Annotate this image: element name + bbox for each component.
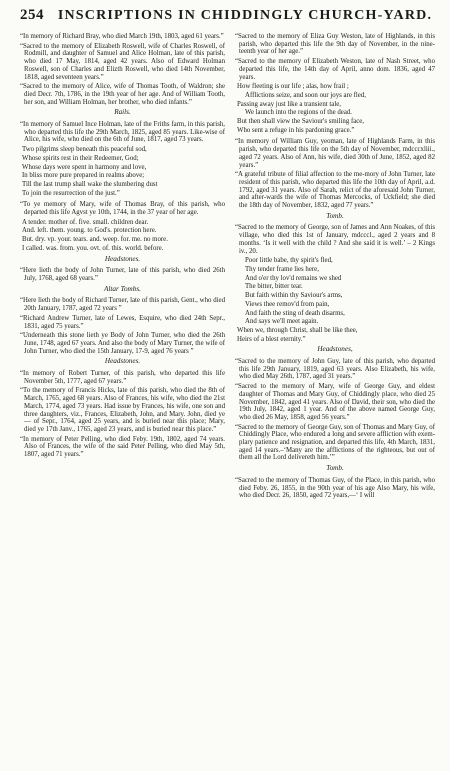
text-columns [20,33,436,502]
inscription-entry: “Sacred to the memory of Eliza Guy Weston, late of Highlands, in this parish, who departed this life the 9th day of November, in the nine-teenth year of her age.” [235,33,435,56]
verse-line: Two pilgrims sleep beneath this peaceful sod, [22,146,147,154]
verse-line: A tender. mother of. five. small. children dear. [22,218,149,226]
inscription-entry: “Sacred to the memory of George Guy, son of Thomas and Mary Guy, of Chiddingly Place, who endured a long and severe affliction with exem-plary patience and resignation, and departed this life, 4th March, 1831, aged 14 years.–‘Many are the afflictions of the righteous, but out of them all the Lord delivereth him.’” [235,423,435,462]
section-heading: Headstones. [104,357,141,366]
inscription-entry: “Richard Andrew Turner, late of Lewes, Esquire, who died 24th Sepr., 1831, aged 75 years.” [20,314,225,330]
verse-line: I called. was. from. you. ovt. of. this. world. before. [22,244,164,252]
section-heading: Altar Tombs. [104,284,141,293]
left-column [20,33,225,502]
inscription-entry: “Sacred to the memory of Elizabeth Roswell, wife of Charles Roswell, of Rodmill, and daughter of Samuel and Alice Holman, late of this parish, who died 17 May, 1814, aged 42 years. Also of Edward Holman Roswell, son of Charles and Elizth Roswell, who died 14th November, 1818, aged seventeen years.” [20,42,225,81]
inscription-entry: “In memory of Richard Bray, who died March 19th, 1803, aged 61 years.” [20,33,224,40]
page-header [20,7,436,29]
right-column [235,33,435,502]
inscription-entry: “In memory of Samuel Ince Holman, late of the Friths farm, in this parish, who departed this life the 29th March, 1825, aged 85 years. Like-wise of Alice, his wife, who died on the 6th of June, 1817, aged 73 years. [20,121,225,144]
verse-line: But then shall view the Saviour's smiling face, [237,118,365,126]
verse-line: And says we'll meet again. [245,318,319,326]
verse-line: And. left. them. young. to God's. protection here. [22,227,157,235]
verse-line: Who sent a refuge in his pardoning grace.” [237,126,355,134]
section-heading: Headstones. [104,254,141,263]
page-number: 254 [20,7,44,23]
verse-line: The bitter, bitter tear. [245,283,303,291]
inscription-entry: “To the memory of Francis Hicks, late of this parish, who died the 8th of March, 1765, aged 68 years. Also of Frances, his wife, who died the 21st March, 1774, aged 73 years. Had issue by Frances, his wife, one son and three daughters, viz., Frances, Elizabeth, John, and Mary. John, died ye — of Sepr., 1764, aged 25 years, and is buried near this place; Mary, died ye 17th Janv., 1765, aged 23 years, and is buried near this place.” [20,387,225,433]
inscription-entry: “Here lieth the body of Richard Turner, late of this parish, Gent., who died 20th January, 1787, aged 72 years ” [20,297,225,313]
verse-line: We launch into the regions of the dead. [245,109,353,117]
verse-line: And o'er thy lov'd remains we shed [245,274,342,282]
verse-line: Heirs of a blest eternity.” [237,335,306,343]
verse-line: But. dry. vp. your. tears. and. weep. for. me. no more. [22,236,168,244]
verse-line: Whose spirits rest in their Redeemer, God; [22,154,139,162]
inscription-entry: “A grateful tribute of filial affection to the me-mory of John Turner, late resident of this parish, who departed this life the 10th day of April, a.d. 1792, aged 31 years. Also of Sarah, relict of the aforesaid John Turner, and after-wards the wife of Thomas Mercocks, of Uckfield; she died the 18th day of November, 1832, aged 77 years.” [235,171,435,210]
verse-line: Views thee remov'd from pain, [245,300,330,308]
inscription-entry: “Sacred to the memory of John Guy, late of this parish, who departed this life 29th January, 1819, aged 63 years. Also Elizabeth, his wife, who died May 26th, 1787, aged 31 years.” [235,358,435,381]
verse-line: Thy tender frame lies here, [245,265,319,273]
section-heading: Tomb. [326,464,344,473]
inscription-entry: “Sacred to the memory of Thomas Guy, of the Place, in this parish, who died Feby. 26, 1855, in the 90th year of his age Also Mary, his wife, who died Decr. 26, 1850, aged 72 years,—‘ I will [235,476,435,500]
verse-line: Passing away just like a transient tale, [237,100,341,108]
verse-line: How fleeting is our life ; alas, how frail ; [237,83,349,91]
verse-line: Till the last trump shall wake the slumbering dust [22,180,158,188]
verse-line: In bliss more pure prepared in realms above; [22,172,145,180]
verse-line: To join the resurrection of the just.” [22,189,120,197]
inscription-entry: “In memory of Robert Turner, of this parish, who departed this life November 5th, 1777, aged 67 years.” [20,370,225,385]
inscription-entry: “In memory of William Guy, yeoman, late of Highlands Farm, in this parish, who departed this life on the 5th day of November, mdcccxliii., aged 72 years. Also of Ann, his wife, died 30th of June, 1852, aged 82 years.” [235,138,435,169]
inscription-entry: “Underneath this stone lieth ye Body of John Turner, who died the 26th June, 1748, aged 67 years. And also the body of Mary Turner, the wife of John Turner, who died the 15th January, 17-9, aged 76 years ” [20,332,225,355]
section-heading: Tomb. [326,211,344,220]
page-title: INSCRIPTIONS IN CHIDDINGLY CHURCH-YARD. [57,8,433,23]
inscription-entry: “Sacred to the memory of Mary, wife of George Guy, and eldest daughter of Thomas and Mary Guy, of Chiddingly place, who died 25 November, 1842, aged 41 years. Also of David, their son, who died the 19th July, 1842, aged 1 year. And of the above named George Guy, who died 26 May, 1858, aged 56 years.” [235,383,435,421]
verse-line: When we, through Christ, shall be like thee, [237,326,358,334]
inscription-entry: “Sacred to the memory of Elizabeth Weston, late of Nash Street, who departed this life, the 14th day of April, anno dom. 1836, aged 47 years. [235,58,435,81]
verse-line: Poor little babe, thy spirit's fled, [245,257,333,265]
section-heading: Headstones, [317,345,353,354]
inscription-entry: “Sacred to the memory of George, son of James and Ann Noakes, of this village, who died this 1st of January, mdcccl., aged 2 years and 8 months. ‘Is it well with the child ? And she said it is well.’ – 2 Kings iv., 20. [235,224,435,255]
verse-line: Afflictions seize, and soon our joys are fled, [245,91,366,99]
inscription-entry: “In memory of Peter Pelling, who died Feby. 19th, 1802, aged 74 years. Also of Frances, the wife of the said Peter Pelling, who died May 5th, 1807, aged 71 years.” [20,435,225,459]
verse-line: And faith the sting of death disarms, [245,309,345,317]
section-heading: Rails. [114,108,131,117]
inscription-entry: “To ye memory of Mary, wife of Thomas Bray, of this parish, who departed this life Agvst ye 10th, 1744, in the 37 year of her age. [20,201,225,217]
verse-line: But faith within thy Saviour's arms, [245,292,343,300]
inscription-entry: “Here lieth the body of John Turner, late of this parish, who died 26th July, 1768, aged 68 years.” [20,267,225,282]
verse-line: Whose days were spent in harmony and love, [22,163,147,171]
inscription-entry: “Sacred to the memory of Alice, wife of Thomas Tooth, of Waldron; she died Decr. 7th, 1786, in the 19th year of her age. And of William Tooth, her son, and William Holman, her brother, who died infants.” [20,83,225,106]
